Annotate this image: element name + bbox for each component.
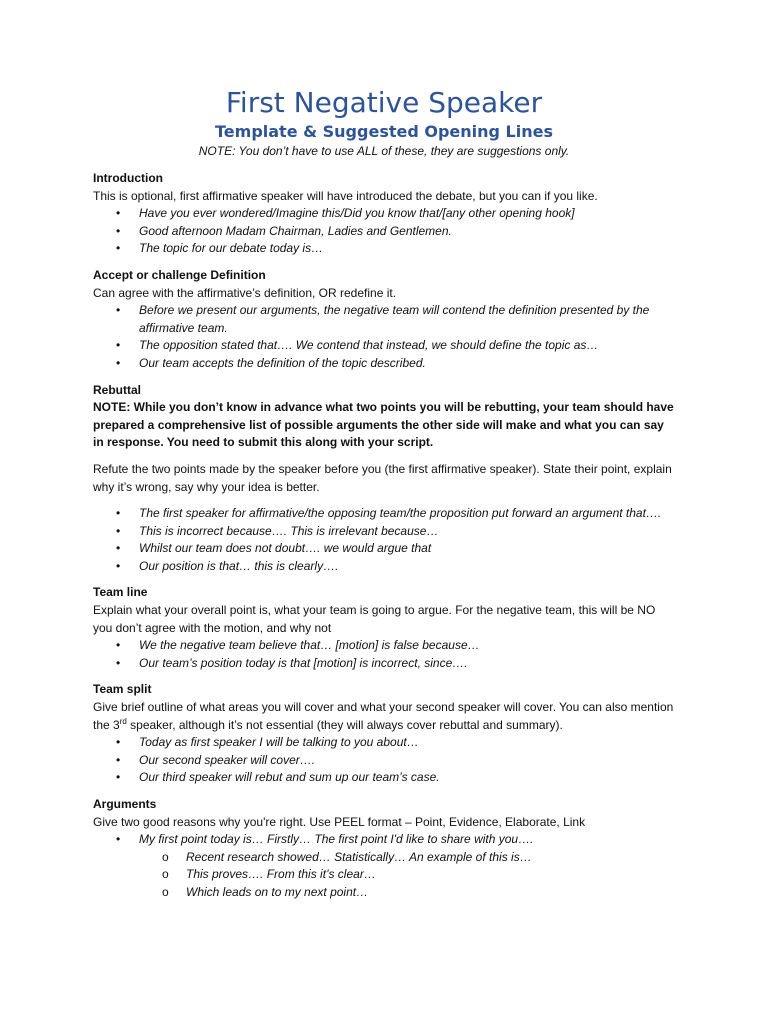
section-text	[93, 699, 675, 734]
section-text: This is optional, first affirmative speaker will have introduced the debate, but you can if you like.	[93, 188, 598, 203]
list-item-text: My first point today is… Firstly… The first point I'd like to share with you….	[139, 832, 534, 847]
suggestion-note: NOTE: You don’t have to use ALL of these, they are suggestions only.	[198, 144, 570, 158]
list-item	[93, 240, 675, 258]
list-item-text: Good afternoon Madam Chairman, Ladies and Gentlemen.	[139, 223, 452, 238]
section-text: Refute the two points made by the speaker before you (the first affirmative speaker). State their point, explain why it’s wrong, say why your idea is better.	[93, 461, 672, 494]
list-item	[93, 752, 675, 770]
list-item-text: This is incorrect because…. This is irrelevant because…	[139, 523, 439, 538]
list-item-text: The opposition stated that…. We contend that instead, we should define the topic as…	[139, 338, 599, 353]
list-item-text: The first speaker for affirmative/the opposing team/the proposition put forward an argument that….	[139, 506, 662, 521]
bullet-icon: •	[116, 506, 121, 521]
bullet-list	[93, 637, 675, 672]
list-item	[93, 769, 675, 787]
page-title: First Negative Speaker	[225, 86, 543, 119]
list-item	[93, 205, 675, 223]
bullet-list	[93, 734, 675, 787]
section-rebuttal	[93, 382, 675, 576]
rebuttal-note: NOTE: While you don’t know in advance what two points you will be rebutting, your team should have prepared a comprehensive list of possible arguments the other side will make and what you can say in response. You need to submit this along with your script.	[93, 400, 674, 450]
list-item-text: Whilst our team does not doubt…. we would argue that	[139, 541, 432, 556]
sub-list-item	[93, 866, 675, 884]
list-item	[93, 558, 675, 576]
bullet-list	[93, 505, 675, 575]
list-item	[93, 637, 675, 655]
list-item-text: Today as first speaker I will be talking to you about…	[139, 735, 419, 750]
bullet-icon: •	[116, 523, 121, 538]
bullet-icon: •	[116, 541, 121, 556]
section-team-line	[93, 584, 675, 672]
section-definition	[93, 267, 675, 373]
sub-list-item	[93, 849, 675, 867]
bullet-list	[93, 831, 675, 849]
section-text: Can agree with the affirmative’s definition, OR redefine it.	[93, 285, 397, 300]
bullet-icon: •	[116, 735, 121, 750]
section-arguments	[93, 796, 675, 902]
bullet-icon: •	[116, 558, 121, 573]
sub-list-item-text: Which leads on to my next point…	[186, 884, 369, 899]
section-heading: Arguments	[93, 797, 157, 811]
bullet-list	[93, 302, 675, 372]
bullet-icon: •	[116, 752, 121, 767]
list-item	[93, 734, 675, 752]
list-item	[93, 302, 675, 337]
ordinal-superscript: rd	[119, 716, 127, 726]
sub-list-item-text: This proves…. From this it’s clear…	[186, 867, 376, 882]
page-subtitle: Template & Suggested Opening Lines	[215, 122, 553, 141]
section-text: Explain what your overall point is, what your team is going to argue. For the negative team, this will be NO you don’t agree with the motion, and why not	[93, 603, 656, 635]
list-item-text: Our team accepts the definition of the topic described.	[139, 355, 426, 370]
list-item	[93, 505, 675, 523]
list-item-text: Our second speaker will cover….	[139, 752, 316, 767]
section-heading: Team split	[93, 682, 152, 697]
list-item-text: Before we present our arguments, the negative team will contend the definition presented by the affirmative team.	[139, 303, 650, 335]
bullet-list	[93, 205, 675, 258]
section-heading: Accept or challenge Definition	[93, 267, 266, 282]
section-text: Give two good reasons why you're right. Use PEEL format – Point, Evidence, Elaborate, Link	[93, 814, 586, 829]
bullet-icon: •	[116, 638, 121, 653]
sub-bullet-list	[93, 849, 675, 902]
list-item	[93, 831, 675, 849]
bullet-icon: •	[116, 338, 121, 353]
section-team-split	[93, 681, 675, 787]
section-text-part: speaker, although it’s not essential (they will always cover rebuttal and summary).	[126, 717, 563, 732]
circle-bullet-icon: o	[162, 849, 169, 864]
list-item-text: Have you ever wondered/Imagine this/Did you know that/[any other opening hook]	[139, 206, 575, 221]
bullet-icon: •	[116, 832, 121, 847]
section-heading: Team line	[93, 585, 148, 600]
list-item	[93, 355, 675, 373]
list-item	[93, 540, 675, 558]
list-item	[93, 223, 675, 241]
bullet-icon: •	[116, 770, 121, 785]
list-item	[93, 655, 675, 673]
circle-bullet-icon: o	[162, 884, 169, 899]
bullet-icon: •	[116, 303, 121, 318]
section-introduction	[93, 170, 675, 258]
bullet-icon: •	[116, 223, 121, 238]
bullet-icon: •	[116, 355, 121, 370]
bullet-icon: •	[116, 206, 121, 221]
bullet-icon: •	[116, 655, 121, 670]
list-item	[93, 523, 675, 541]
section-heading: Introduction	[93, 171, 163, 185]
circle-bullet-icon: o	[162, 867, 169, 882]
list-item-text: Our team’s position today is that [motion] is incorrect, since….	[139, 655, 468, 670]
section-text-part: Give brief outline of what areas you will cover and what your second speaker will cover. You can also mention the 3	[93, 700, 674, 732]
list-item-text: We the negative team believe that… [motion] is false because…	[139, 638, 480, 653]
sub-list-item-text: Recent research showed… Statistically… An example of this is…	[186, 849, 532, 864]
sub-list-item	[93, 884, 675, 902]
list-item-text: The topic for our debate today is…	[139, 241, 324, 256]
bullet-icon: •	[116, 241, 121, 256]
list-item-text: Our third speaker will rebut and sum up our team’s case.	[139, 770, 440, 785]
list-item	[93, 337, 675, 355]
section-heading: Rebuttal	[93, 382, 141, 397]
list-item-text: Our position is that… this is clearly….	[139, 558, 339, 573]
